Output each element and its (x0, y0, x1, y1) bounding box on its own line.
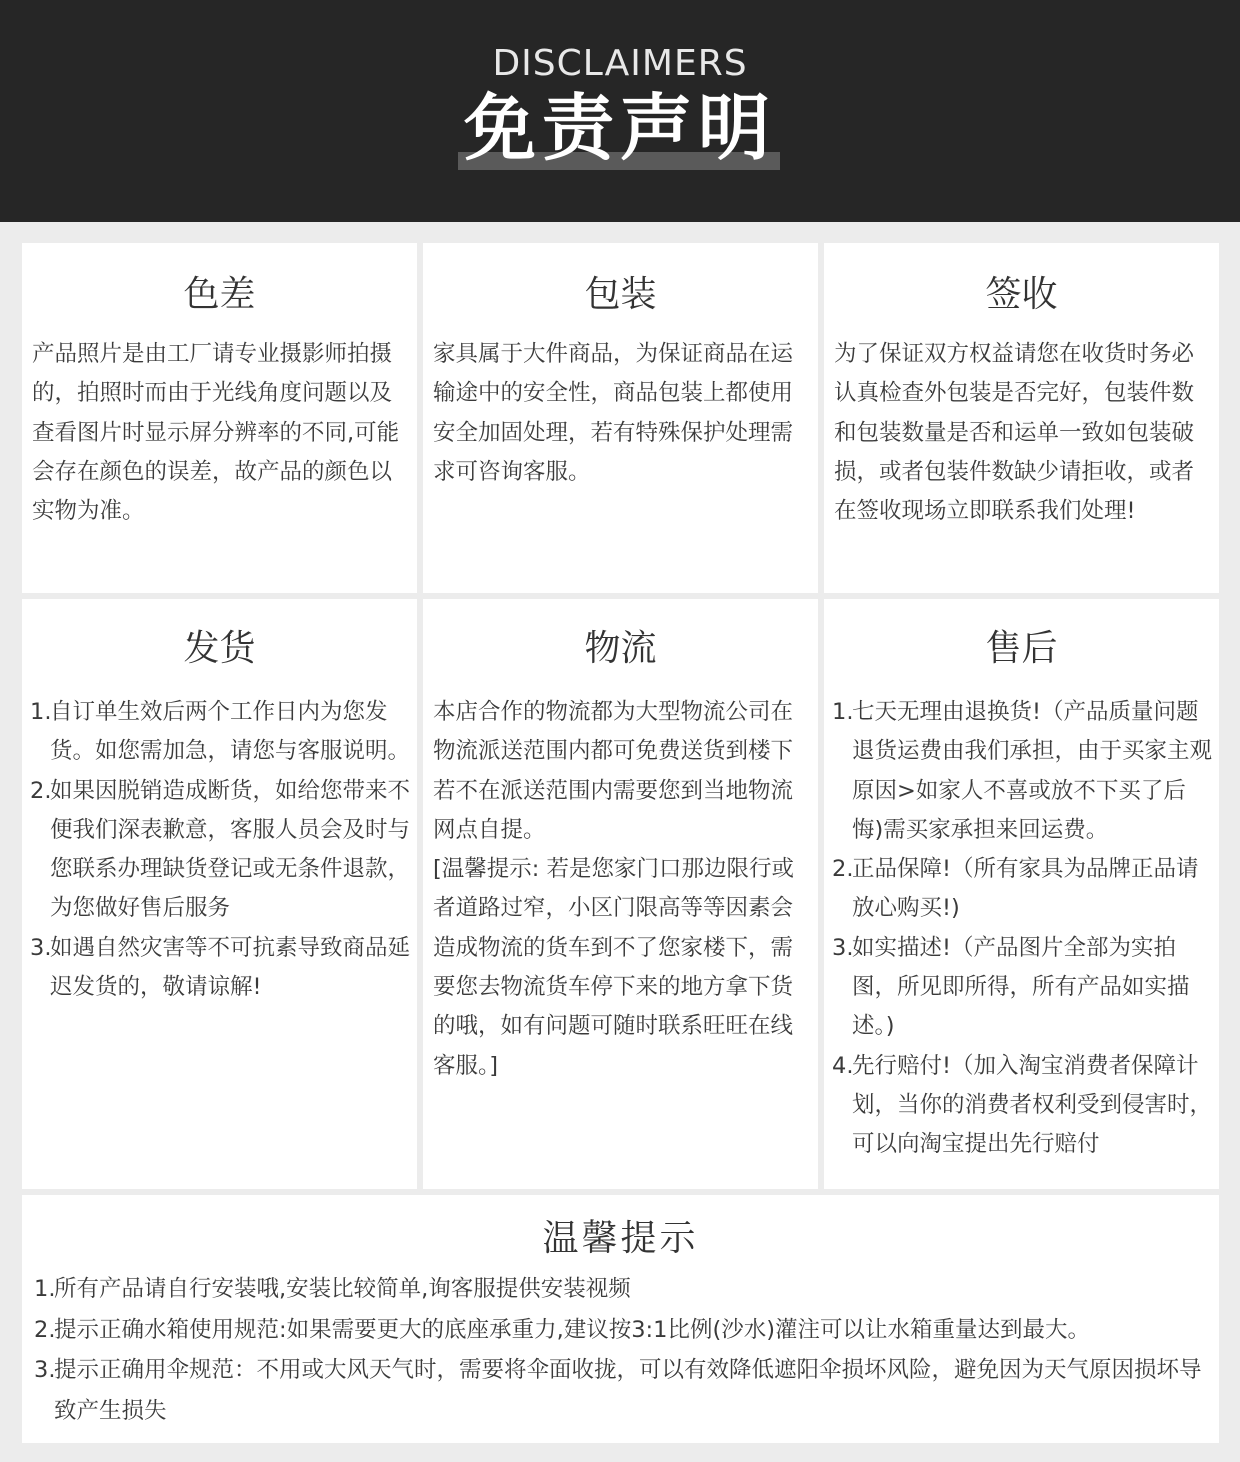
title-cn (464, 86, 776, 170)
card-after-sales (824, 599, 1219, 1189)
list-item: 2. 如果因脱销造成断货，如给您带来不便我们深表歉意，客服人员会及时与您联系办理缺货登记或无条件退款，为您做好售后服务 (30, 777, 411, 922)
list-item: 2. 提示正确水箱使用规范:如果需要更大的底座承重力,建议按3:1比例(沙水)灌注可以让水箱重量达到最大。 (34, 1316, 1091, 1343)
list-item: 3. 如遇自然灾害等不可抗素导致商品延迟发货的，敬请谅解! (30, 934, 411, 1001)
card-title: 包装 (584, 274, 657, 315)
card-text: 本店合作的物流都为大型物流公司在物流派送范围内都可免费送货到楼下若不在派送范围内需要您到当地物流网点自提。 (433, 699, 794, 843)
title-cn-text: 免责声明 (463, 86, 776, 170)
card-title: 签收 (985, 274, 1058, 315)
card-logistics (423, 599, 818, 1189)
list-item: 2. 正品保障!（所有家具为品牌正品请放心购买!) (832, 856, 1199, 922)
card-shipping (22, 599, 417, 1189)
tips-title: 温馨提示 (542, 1218, 699, 1259)
logistics-note: [温馨提示: 若是您家门口那边限行或者道路过窄，小区门限高等等因素会造成物流的货车到不了您家楼下，需要您去物流货车停下来的地方拿下货的哦，如有问题可随时联系旺旺在线客服。] (433, 856, 795, 1079)
list-item: 1. 自订单生效后两个工作日内为您发货。如您需加急，请您与客服说明。 (30, 699, 411, 765)
list-item: 1. 所有产品请自行安装哦,安装比较简单,询客服提供安装视频 (34, 1276, 631, 1302)
card-title: 售后 (985, 628, 1058, 669)
logistics-content (433, 693, 814, 1086)
card-packaging (423, 243, 818, 593)
after-sales-list (832, 693, 1217, 1165)
card-text: 家具属于大件商品，为保证商品在运输途中的安全性，商品包装上都使用安全加固处理，若有特殊保护处理需求可咨询客服。 (433, 341, 794, 485)
card-title: 色差 (183, 274, 256, 315)
list-item: 4. 先行赔付!（加入淘宝消费者保障计划，当你的消费者权利受到侵害时，可以向淘宝提出先行赔付 (832, 1052, 1213, 1158)
list-item: 3. 提示正确用伞规范：不用或大风天气时，需要将伞面收拢，可以有效降低遮阳伞损坏风险，避免因为天气原因损坏导致产生损失 (34, 1357, 1202, 1424)
card-title: 物流 (584, 628, 657, 669)
title-en: DISCLAIMERS (492, 43, 748, 84)
card-tips (22, 1195, 1219, 1443)
list-item: 3. 如实描述!（产品图片全部为实拍图，所见即所得，所有产品如实描述。) (832, 934, 1190, 1040)
list-item: 1. 七天无理由退换货!（产品质量问题退货运费由我们承担，由于买家主观原因>如家人不喜或放不下买了后悔)需买家承担来回运费。 (832, 699, 1213, 843)
card-receipt (824, 243, 1219, 593)
tips-list (34, 1269, 1211, 1431)
card-text: 为了保证双方权益请您在收货时务必认真检查外包装是否完好，包装件数和包装数量是否和运单一致如包装破损，或者包装件数缺少请拒收，或者在签收现场立即联系我们处理! (834, 341, 1195, 525)
shipping-list (30, 693, 413, 1007)
card-color-difference (22, 243, 417, 593)
header-banner (0, 0, 1240, 222)
card-title: 发货 (183, 628, 256, 669)
card-text: 产品照片是由工厂请专业摄影师拍摄的，拍照时而由于光线角度问题以及查看图片时显示屏分辨率的不同,可能会存在颜色的误差，故产品的颜色以实物为准。 (32, 341, 400, 525)
